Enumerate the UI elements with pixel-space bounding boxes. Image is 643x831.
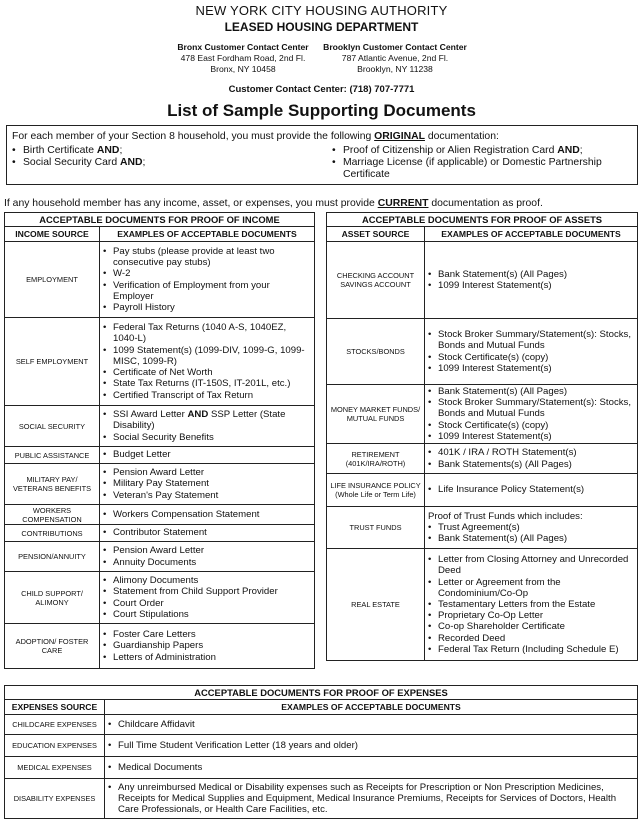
table-row [5,735,638,757]
income-documents-cell [100,525,315,542]
agency-name: NEW YORK CITY HOUSING AUTHORITY [195,3,448,18]
table-row [5,464,315,505]
table-row [5,779,638,819]
document-item: • W-2 [103,268,311,279]
table-row [5,318,315,406]
document-list [103,322,311,400]
assets-documents-cell [425,242,638,319]
document-item: • Veteran's Pay Statement [103,490,311,501]
brooklyn-center-city: Brooklyn, NY 11238 [357,64,433,74]
document-list [103,575,311,620]
current-emphasis: CURRENT [377,198,429,209]
brooklyn-center-name: Brooklyn Customer Contact Center [323,42,467,52]
income-documents-cell [100,542,315,572]
document-list [428,484,634,495]
document-item: • Pension Award Letter [103,545,311,556]
current-note-text: If any household member has any income, asset, or expenses, you must provide [4,198,378,209]
income-col-source: INCOME SOURCE [5,227,100,242]
assets-source-cell: RETIREMENT (401K/IRA/ROTH) [327,444,425,474]
document-item: • Co-op Shareholder Certificate [428,621,634,632]
document-item: • Letters of Administration [103,652,311,663]
brooklyn-center-street: 787 Atlantic Avenue, 2nd Fl. [341,53,449,63]
document-item: • Bank Statement(s) (All Pages) [428,533,634,544]
document-list [103,246,311,313]
current-documents-note [4,198,543,209]
document-item: • State Tax Returns (IT-150S, IT-201L, etc.) [103,378,311,389]
document-item: • Pension Award Letter [103,467,311,478]
document-item: • Verification of Employment from your Employer [103,280,311,302]
table-row [327,242,638,319]
table-row [5,624,315,669]
document-item: • Guardianship Papers [103,640,311,651]
income-source-cell: MILITARY PAY/ VETERANS BENEFITS [5,464,100,505]
document-item: • Alimony Documents [103,575,311,586]
expenses-col-source: EXPENSES SOURCE [5,700,105,715]
document-item: • 401K / IRA / ROTH Statement(s) [428,447,634,458]
document-item: • Annuity Documents [103,557,311,568]
document-list [428,329,634,374]
document-list [108,719,634,730]
table-row [327,507,638,549]
document-list [103,409,311,443]
document-item: • Any unreimbursed Medical or Disability expenses such as Receipts for Prescription or Non Prescription Medicines, Receipts for Medical Supplies and Equipment, Medical Insurance Premiums, Receipts for Services of Doctors, Health Care Professionals, or Health Care Facilities, etc. [108,782,634,816]
table-row [5,542,315,572]
document-list [103,467,311,501]
document-list [428,269,634,291]
document-list-lead: Proof of Trust Funds which includes: [428,510,583,522]
income-source-cell: PENSION/ANNUITY [5,542,100,572]
expenses-col-docs: EXAMPLES OF ACCEPTABLE DOCUMENTS [105,700,638,715]
expenses-documents-cell [105,779,638,819]
document-list [103,509,311,520]
bronx-center-city: Bronx, NY 10458 [210,64,276,74]
original-intro-text: For each member of your Section 8 household, you must provide the following [12,131,375,142]
contact-center-phone: Customer Contact Center: (718) 707-7771 [228,84,415,95]
document-list [428,447,634,469]
document-item: • Stock Broker Summary/Statement(s): Stocks, Bonds and Mutual Funds [428,397,634,419]
document-item: • 1099 Interest Statement(s) [428,363,634,374]
document-item: • Letter from Closing Attorney and Unrecorded Deed [428,554,634,576]
document-item: • Bank Statements(s) (All Pages) [428,459,634,470]
document-item: • Full Time Student Verification Letter (18 years and older) [108,740,634,751]
document-item: • Stock Certificate(s) (copy) [428,420,634,431]
document-list [108,782,634,816]
original-intro [12,131,499,143]
document-item: • Statement from Child Support Provider [103,586,311,597]
assets-source-cell: CHECKING ACCOUNT SAVINGS ACCOUNT [327,242,425,319]
document-item: • Budget Letter [103,449,311,460]
table-row [327,444,638,474]
assets-source-cell: STOCKS/BONDS [327,319,425,385]
assets-documents-cell [425,319,638,385]
assets-source-cell: REAL ESTATE [327,549,425,661]
income-documents-cell [100,406,315,447]
expenses-documents-cell [105,757,638,779]
original-document-item: • Birth Certificate AND; [12,145,312,157]
document-item: • Payroll History [103,302,311,313]
document-item: • Military Pay Statement [103,478,311,489]
income-source-cell: WORKERS COMPENSATION [5,505,100,525]
document-item: • Medical Documents [108,762,634,773]
document-item: • 1099 Statement(s) (1099-DIV, 1099-G, 1099-MISC, 1099-R) [103,345,311,367]
document-item: • Contributor Statement [103,527,311,538]
assets-col-source: ASSET SOURCE [327,227,425,242]
table-row [5,525,315,542]
table-row [5,757,638,779]
income-documents-cell [100,505,315,525]
bronx-center-street: 478 East Fordham Road, 2nd Fl. [180,53,306,63]
document-item: • Federal Tax Return (Including Schedule E) [428,644,634,655]
income-documents-cell [100,624,315,669]
document-item: • Court Stipulations [103,609,311,620]
expenses-table-title: ACCEPTABLE DOCUMENTS FOR PROOF OF EXPENSES [5,686,638,700]
income-source-cell: SELF EMPLOYMENT [5,318,100,406]
document-item: • Life Insurance Policy Statement(s) [428,484,634,495]
assets-documents-cell [425,385,638,444]
document-list [103,629,311,663]
document-list [108,740,634,751]
table-row [327,549,638,661]
assets-source-cell: LIFE INSURANCE POLICY (Whole Life or Term Life) [327,474,425,507]
expenses-documents-cell [105,735,638,757]
table-row [5,572,315,624]
original-document-item: • Proof of Citizenship or Alien Registration Card AND; [332,145,632,157]
table-row [327,474,638,507]
document-item: • Testamentary Letters from the Estate [428,599,634,610]
document-item: • Social Security Benefits [103,432,311,443]
assets-documents-cell [425,507,638,549]
income-source-cell: CONTRIBUTIONS [5,525,100,542]
document-item: • Certificate of Net Worth [103,367,311,378]
assets-table [326,212,638,661]
document-item: • Bank Statement(s) (All Pages) [428,269,634,280]
assets-documents-cell [425,444,638,474]
expenses-source-cell: EDUCATION EXPENSES [5,735,105,757]
income-source-cell: SOCIAL SECURITY [5,406,100,447]
assets-documents-cell [425,474,638,507]
document-item: • Proprietary Co-Op Letter [428,610,634,621]
document-item: • Recorded Deed [428,633,634,644]
table-row [327,319,638,385]
assets-table-title: ACCEPTABLE DOCUMENTS FOR PROOF OF ASSETS [327,213,638,227]
original-document-item: • Marriage License (if applicable) or Domestic Partnership Certificate [332,157,632,181]
document-item: • Letter or Agreement from the Condominium/Co-Op [428,577,634,599]
expenses-documents-cell [105,715,638,735]
table-row [5,447,315,464]
income-source-cell: ADOPTION/ FOSTER CARE [5,624,100,669]
document-list [103,545,311,567]
document-list [103,449,311,460]
document-item: • Childcare Affidavit [108,719,634,730]
document-item: • Court Order [103,598,311,609]
table-row [5,505,315,525]
income-documents-cell [100,242,315,318]
expenses-source-cell: DISABILITY EXPENSES [5,779,105,819]
page-title: List of Sample Supporting Documents [167,101,476,120]
original-document-item: • Social Security Card AND; [12,157,312,169]
document-item: • Federal Tax Returns (1040 A-S, 1040EZ, 1040-L) [103,322,311,344]
income-source-cell: PUBLIC ASSISTANCE [5,447,100,464]
document-item: • SSI Award Letter AND SSP Letter (State Disability) [103,409,311,431]
document-list [108,762,634,773]
assets-col-docs: EXAMPLES OF ACCEPTABLE DOCUMENTS [425,227,638,242]
document-item: • 1099 Interest Statement(s) [428,431,634,442]
income-documents-cell [100,572,315,624]
income-source-cell: CHILD SUPPORT/ ALIMONY [5,572,100,624]
document-item: • Bank Statement(s) (All Pages) [428,386,634,397]
original-emphasis: ORIGINAL [374,131,425,142]
bronx-center-name: Bronx Customer Contact Center [177,42,309,52]
brooklyn-center [320,42,470,75]
department-name: LEASED HOUSING DEPARTMENT [224,20,419,34]
income-documents-cell [100,318,315,406]
document-item: • Workers Compensation Statement [103,509,311,520]
expenses-source-cell: CHILDCARE EXPENSES [5,715,105,735]
document-item: • Stock Broker Summary/Statement(s): Stocks, Bonds and Mutual Funds [428,329,634,351]
original-list-left [12,145,312,169]
contact-centers [0,42,643,76]
document-item: • Stock Certificate(s) (copy) [428,352,634,363]
assets-source-cell: MONEY MARKET FUNDS/ MUTUAL FUNDS [327,385,425,444]
income-col-docs: EXAMPLES OF ACCEPTABLE DOCUMENTS [100,227,315,242]
document-list [428,386,634,442]
original-intro-tail: documentation: [424,131,499,142]
document-list [103,527,311,538]
expenses-table [4,685,638,819]
income-table [4,212,315,669]
table-row [5,715,638,735]
table-row [5,242,315,318]
document-list [428,554,634,655]
bronx-center [168,42,318,75]
document-item: • Certified Transcript of Tax Return [103,390,311,401]
current-note-tail: documentation as proof. [428,198,543,209]
document-item: • Pay stubs (please provide at least two consecutive pay stubs) [103,246,311,268]
assets-source-cell: TRUST FUNDS [327,507,425,549]
document-item: • Trust Agreement(s) [428,522,634,533]
original-list-right [332,145,632,181]
expenses-source-cell: MEDICAL EXPENSES [5,757,105,779]
document-item: • 1099 Interest Statement(s) [428,280,634,291]
income-documents-cell [100,447,315,464]
document-item: • Foster Care Letters [103,629,311,640]
table-row [327,385,638,444]
table-row [5,406,315,447]
income-documents-cell [100,464,315,505]
document-list [428,511,634,545]
original-documents-box [6,125,638,185]
income-source-cell: EMPLOYMENT [5,242,100,318]
income-table-title: ACCEPTABLE DOCUMENTS FOR PROOF OF INCOME [5,213,315,227]
assets-documents-cell [425,549,638,661]
